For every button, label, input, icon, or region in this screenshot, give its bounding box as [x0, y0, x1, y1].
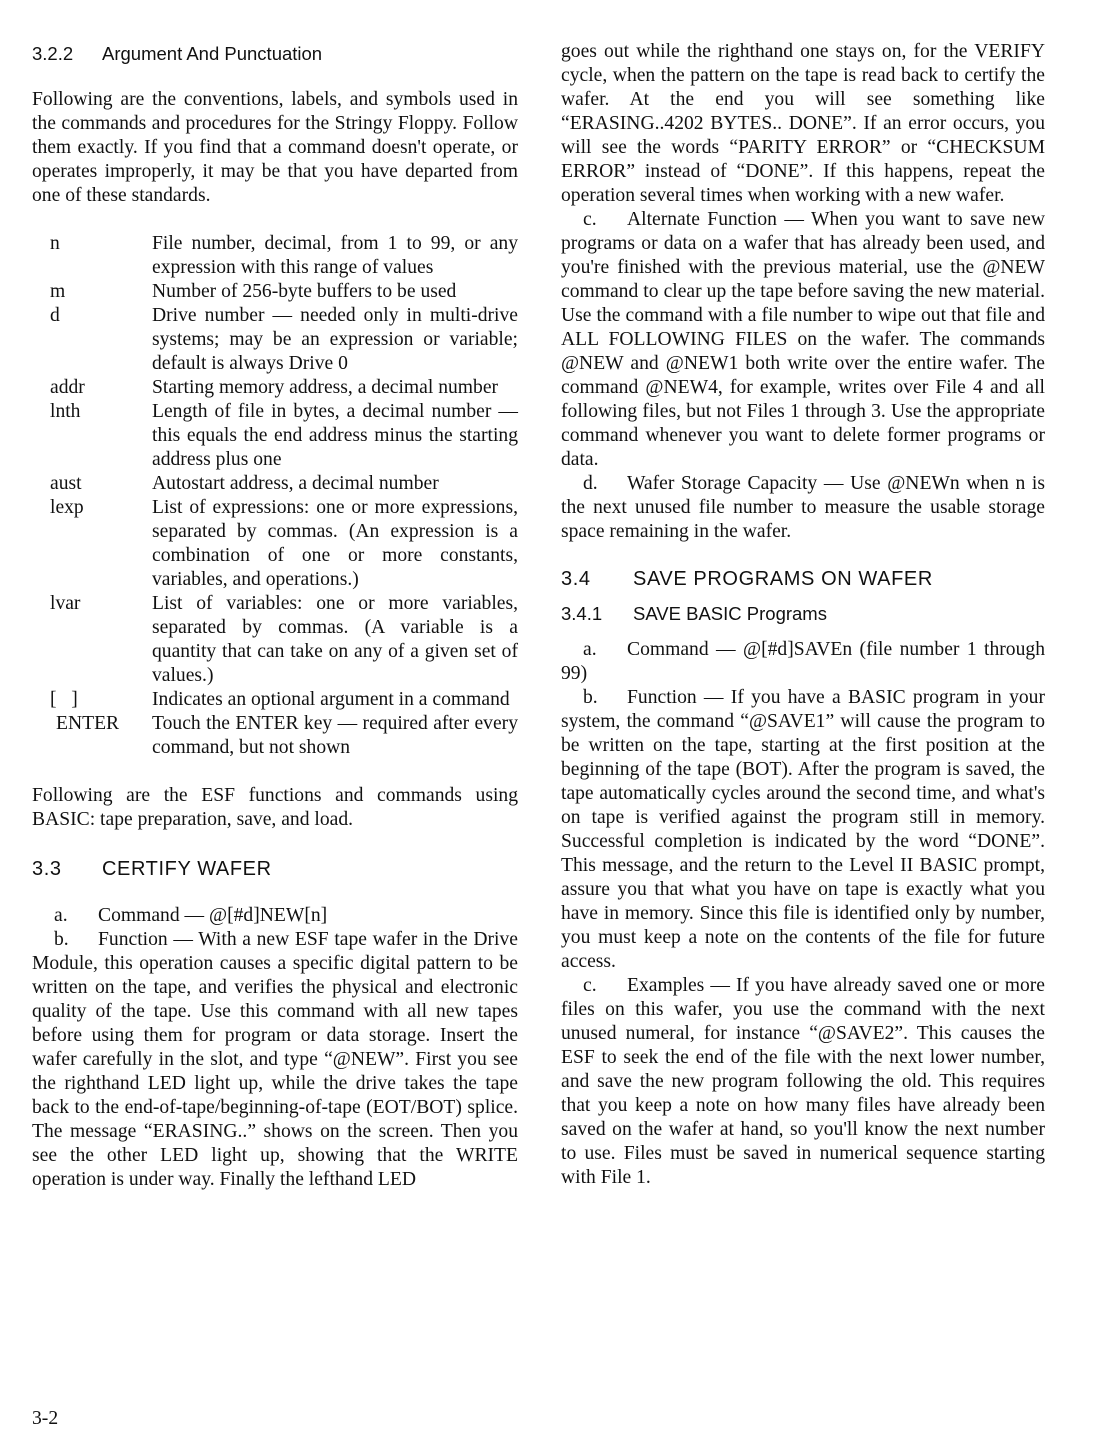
right-column — [561, 40, 1045, 1190]
list-item-c — [561, 208, 1045, 472]
list-item-a — [32, 904, 518, 928]
section-number: 3.3 — [32, 858, 62, 880]
definition-desc: Starting memory address, a decimal number — [152, 377, 499, 398]
definition-desc: File number, decimal, from 1 to 99, or any expression with this range of values — [152, 233, 518, 278]
definition-row — [32, 304, 518, 376]
item-text: Wafer Storage Capacity — Use @NEWn when n is the next unused file number to measure the usable storage space remaining in the wafer. — [561, 473, 1045, 542]
section-title: SAVE BASIC Programs — [633, 603, 827, 624]
section-title: Argument And Punctuation — [102, 43, 323, 64]
item-text: Function — If you have a BASIC program in your system, the command “@SAVE1” will cause the program to be written on the tape, starting at the first position at the beginning of the tape (BOT). After the program is saved, the tape automatically cycles around the second time, and what's on tape is verified against the program still in memory. Successful completion is indicated by the word “DONE”. This message, and the return to the Level II BASIC prompt, assure you that what you have on tape is exactly what you have in memory. Since this file is identified only by number, you must keep a note on the contents of the file for future access. — [561, 687, 1045, 972]
definition-desc: List of expressions: one or more expressions, separated by commas. (An expression is a combination of one or more constants, variables, and operations.) — [152, 497, 518, 590]
definition-row — [32, 232, 518, 280]
left-column — [32, 40, 518, 1192]
definition-row — [32, 400, 518, 472]
item-label: a. — [54, 905, 68, 926]
intro-paragraph: Following are the conventions, labels, and symbols used in the commands and procedures for the Stringy Floppy. Follow them exactly. If you find that a command doesn't operate, or operates improperly, it may be that you have departed from one of these standards. — [32, 89, 518, 206]
page-number: 3-2 — [32, 1408, 59, 1429]
list-item-d — [561, 472, 1045, 544]
definition-term: d — [50, 305, 60, 326]
section-heading-3-2-2 — [32, 40, 518, 68]
definition-term: lnth — [50, 401, 81, 422]
item-label: c. — [583, 209, 597, 230]
list-item-c — [561, 974, 1045, 1190]
item-label: b. — [583, 687, 598, 708]
item-text: Command — @[#d]NEW[n] — [98, 905, 328, 926]
definition-term: n — [50, 233, 60, 254]
item-text: Alternate Function — When you want to save new programs or data on a wafer that has already been used, and you're finished with the previous material, use the @NEW command to clear up the tape before saving the new material. Use the command with a file number to wipe out that file and ALL FOLLOWING FILES on the wafer. The commands @NEW and @NEW1 both write over the entire wafer. The command @NEW4, for example, writes over File 4 and all following files, but not Files 1 through 3. Use the appropriate command whenever you want to delete former programs or data. — [561, 209, 1045, 470]
section-number: 3.4 — [561, 568, 591, 590]
item-label: d. — [583, 473, 598, 494]
section-number: 3.2.2 — [32, 43, 74, 64]
item-label: a. — [583, 639, 597, 660]
definition-term: m — [50, 281, 66, 302]
list-item-a — [561, 638, 1045, 686]
item-label: c. — [583, 975, 597, 996]
definition-term: aust — [50, 473, 82, 494]
definition-term: [ ] — [50, 689, 78, 710]
definition-term: ENTER — [56, 713, 120, 734]
definition-desc: Length of file in bytes, a decimal number — this equals the end address minus the starting address plus one — [152, 401, 518, 470]
definition-term: lexp — [50, 497, 84, 518]
list-item-b — [561, 686, 1045, 974]
section-heading-3-3 — [32, 854, 518, 884]
definition-desc: Autostart address, a decimal number — [152, 473, 439, 494]
continued-paragraph: goes out while the righthand one stays on, for the VERIFY cycle, when the pattern on the tape is read back to certify the wafer. At the end you will see something like “ERASING..4202 BYTES.. DONE”. If an error occurs, you will see the words “PARITY ERROR” or “CHECKSUM ERROR” instead of “DONE”. If this happens, repeat the operation several times when working with a new wafer. — [561, 41, 1045, 206]
definition-term: addr — [50, 377, 85, 398]
definition-row — [32, 688, 518, 712]
section-number: 3.4.1 — [561, 603, 603, 624]
definition-row — [32, 496, 518, 592]
section-title: SAVE PROGRAMS ON WAFER — [633, 568, 933, 590]
definition-desc: List of variables: one or more variables, separated by commas. (A variable is a quantity that can take on any of a given set of values.) — [152, 593, 518, 686]
definition-desc: Indicates an optional argument in a command — [152, 689, 510, 710]
definition-desc: Touch the ENTER key — required after every command, but not shown — [152, 713, 518, 758]
definition-row — [32, 592, 518, 688]
section-title: CERTIFY WAFER — [102, 858, 272, 880]
definition-row — [32, 472, 518, 496]
item-label: b. — [54, 929, 69, 950]
item-text: Function — With a new ESF tape wafer in the Drive Module, this operation causes a specific digital pattern to be written on the tape, and verifies the physical and electronic quality of the tape. Use this command with all new tapes before using them for program or data storage. Insert the wafer carefully in the slot, and type “@NEW”. First you see the righthand LED light up, while the drive takes the tape back to the end-of-tape/beginning-of-tape (EOT/BOT) splice. The message “ERASING..” shows on the screen. Then you see the other LED light up, showing that the WRITE operation is under way. Finally the lefthand LED — [32, 929, 518, 1190]
item-text: Examples — If you have already saved one or more files on this wafer, you use the command with the next unused numeral, for instance “@SAVE2”. This causes the ESF to seek the end of the file with the next lower number, and save the new program following the old. This requires that you keep a note on how many files have already been saved on the wafer at hand, so you'll know the next number to use. Files must be saved in numerical sequence starting with File 1. — [561, 975, 1045, 1188]
definition-term: lvar — [50, 593, 81, 614]
section-heading-3-4-1 — [561, 600, 1045, 628]
definition-desc: Drive number — needed only in multi-drive systems; may be an expression or variable; default is always Drive 0 — [152, 305, 518, 374]
definition-desc: Number of 256-byte buffers to be used — [152, 281, 457, 302]
section-heading-3-4 — [561, 564, 1045, 594]
list-item-b — [32, 928, 518, 1192]
outro-paragraph: Following are the ESF functions and commands using BASIC: tape preparation, save, and load. — [32, 785, 518, 830]
definition-row — [32, 280, 518, 304]
item-text: Command — @[#d]SAVEn (file number 1 through 99) — [561, 639, 1045, 684]
definition-row — [32, 712, 518, 760]
definition-row — [32, 376, 518, 400]
definition-list — [32, 232, 518, 760]
